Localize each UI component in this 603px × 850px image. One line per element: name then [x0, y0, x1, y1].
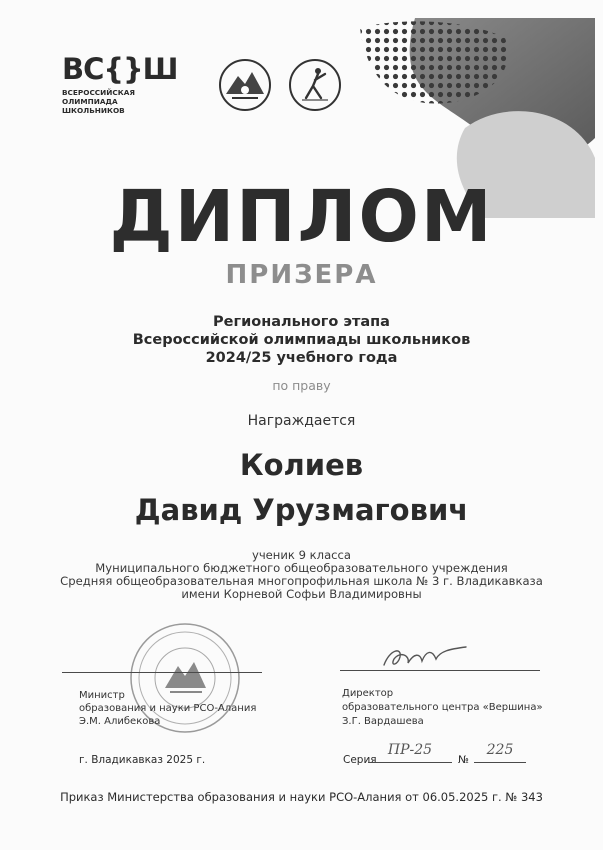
minister-signature-line	[62, 672, 262, 673]
series-label: Серия	[343, 754, 377, 766]
gymnast-emblem-icon	[288, 58, 342, 112]
school-line: Средняя общеобразовательная многопрофильная школа № 3 г. Владикавказа	[60, 574, 543, 588]
number-label: №	[458, 754, 469, 766]
logo-caption-line: ШКОЛЬНИКОВ	[62, 106, 125, 115]
director-signature-line	[340, 670, 540, 671]
minister-name: Э.М. Алибекова	[79, 716, 161, 727]
diploma-title: ДИПЛОМ	[109, 175, 494, 258]
diploma-subtitle: ПРИЗЕРА	[225, 260, 378, 290]
recipient-surname: Колиев	[239, 448, 364, 482]
city-year: г. Владикавказ 2025 г.	[79, 754, 206, 766]
recipient-given-name: Давид Урузмагович	[134, 493, 469, 527]
school-year-line: 2024/25 учебного года	[205, 350, 398, 366]
olympiad-line: Всероссийской олимпиады школьников	[132, 332, 471, 348]
stage-line: Регионального этапа	[213, 314, 390, 330]
grade-line: ученик 9 класса	[251, 548, 352, 562]
handwritten-signature-icon	[380, 643, 470, 673]
school-line: Муниципального бюджетного общеобразовательного учреждения	[95, 561, 508, 575]
number-line	[474, 762, 526, 763]
logo-caption-line: ВСЕРОССИЙСКАЯ	[62, 88, 135, 97]
school-line: имени Корневой Софьи Владимировны	[181, 587, 422, 601]
awarded-label: Награждается	[247, 413, 356, 429]
number-value: 225	[486, 742, 514, 758]
director-role: образовательного центра «Вершина»	[342, 702, 543, 713]
mountain-emblem-icon	[218, 58, 272, 112]
vsosh-logo: ВС{}Ш	[62, 52, 178, 86]
series-line	[368, 762, 452, 763]
director-role: Директор	[342, 688, 394, 699]
order-reference: Приказ Министерства образования и науки РСО-Алания от 06.05.2025 г. № 343	[60, 790, 543, 804]
minister-role: образования и науки РСО-Алания	[79, 703, 257, 714]
logo-caption-line: ОЛИМПИАДА	[62, 97, 118, 106]
series-value: ПР-25	[387, 742, 433, 758]
subject-line: по праву	[272, 378, 331, 393]
minister-role: Министр	[79, 690, 125, 701]
logo-caption	[62, 88, 172, 115]
director-name: З.Г. Вардашева	[342, 716, 424, 727]
